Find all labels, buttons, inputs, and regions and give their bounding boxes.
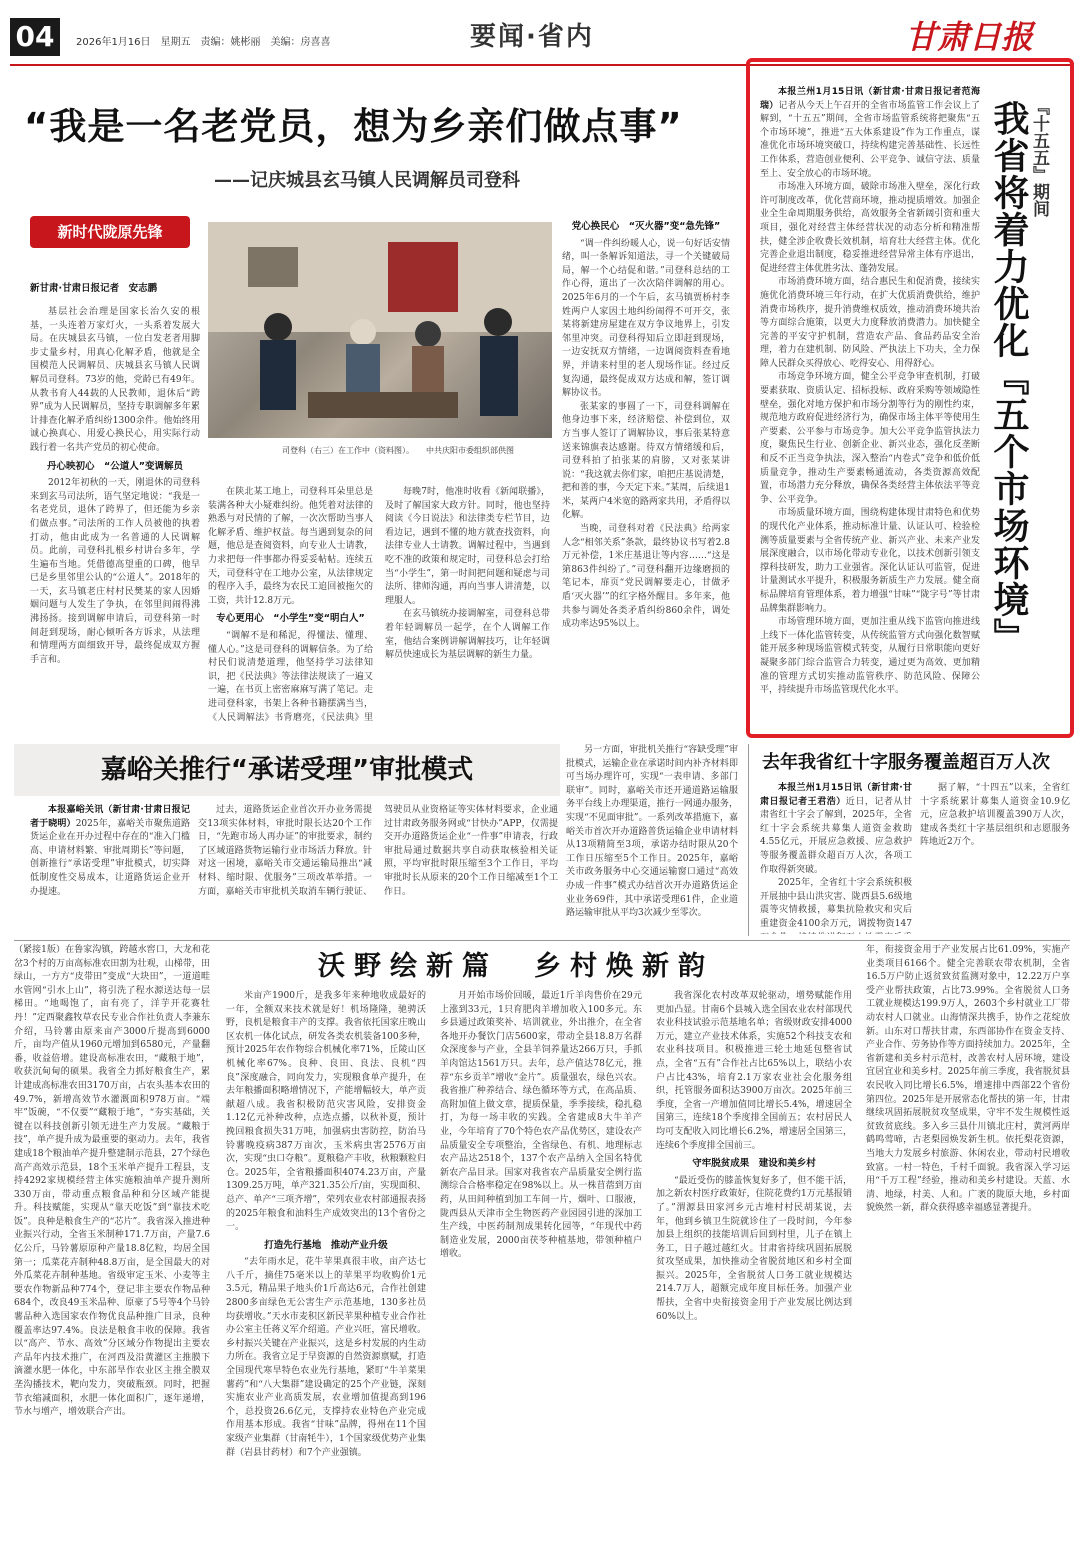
article1-col1	[30, 306, 200, 724]
article2-body	[760, 86, 980, 730]
article1-lead: 基层社会治理是国家长治久安的根基，一头连着万家灯火，一头系着发展大局。在庆城县玄马镇，一位白发老者用脚步丈量乡村，用真心化解矛盾，他就是全国模范人民调解员、庆城县玄马镇人民调解员司登科。73岁的他，党龄已有49年。从教书育人44载的人民教师，退休后“跨界”成为人民调解员，坚持专职调解多年累计排查化解矛盾纠纷1300余件。他始终用诚心换真心、用爱心换民心，用实际行动践行着一名共产党员的初心使命。	[30, 307, 200, 453]
article1-subhead-3: 党心换民心 “灭火器”变“急先锋”	[571, 221, 721, 232]
article5-para-3: “去年雨水足，花牛苹果真很丰收，亩产达七八千斤，摘佳75毫米以上的苹果平均收购价1元3.5元，精品果子地头价1斤高达6元，合作社创建2800多亩绿色无公害生产示范基地，130多社员均获增收。”天水市麦积区新民苹果种植专业合作社办公室主任蒋义军介绍道。产业兴旺，富民增收。乡村振兴关键在产业振兴，这是乡村发展的内生动力所在。我省立足于早资源的自然资源禀赋，打造全国现代寒旱特色农业先行基地，紧盯“牛羊菜果薯药”和“八大集群”建设确定的25个产业链，深刻实施农业产业高质发展，农业增加值提高到196个，总投资26.6亿元，支撑持农业特色产业完成作用基本形成。我省“甘味”品牌，得州在11个国家级产业集群（甘南牦牛），1个国家级优势产业集群（岩县甘药材）和7个产业强镇。	[226, 1257, 426, 1458]
article1-para-5: 在玄马镇统办接调解室，司登科总带着年轻调解员一起学，在个人调解工作室，他结合案例讲解调解技巧，让年轻调解员快速成长为基层调解的新生力量。	[385, 609, 550, 661]
article5-col4	[656, 990, 852, 1544]
article5-subhead-1: 打造先行基地 推动产业升级	[264, 1239, 388, 1251]
article5-col3	[440, 990, 642, 1544]
photo-caption: 司登科（右三）在工作中（资料图）。 中共庆阳市委组织部供图	[282, 446, 514, 455]
article2-byline: 本报兰州1月15日讯（新甘肃·甘肃日报记者范海瑞）	[760, 87, 980, 111]
page-number: 04	[10, 18, 60, 56]
article4-byline: 本报嘉峪关讯（新甘肃·甘肃日报记者于晓明）	[30, 805, 190, 829]
article4-byline-lead	[30, 804, 190, 899]
article2-para-2: 市场准入环境方面，破除市场准入壁垒，深化行政许可制度改革，优化营商环境，推动提质增效。加强企业全生命周期服务供给，高效服务全省新阔引资和重大项目，强化对经营主体经营状况的动态分析和精准帮扶，健全涉企收费长效机制，培育壮大经营主体。优化完善企业退出制度，稳妥推进经营异常主体有序退出，促进经营主体优胜劣汰、蓬勃发展。	[760, 182, 980, 274]
article3-byline: 本报兰州1月15日讯（新甘肃·甘肃日报记者王君浩）	[760, 783, 912, 807]
article1-para-8: 当晚，司登科对着《民法典》给两家人念“相邻关系”条款，最终协议书写着2.8万元补偿，1米庄基退让等内容……“这是第863件纠纷了。”司登科翻开边缘磨损的笔记本，扉页“党民调解要走心，甘做矛盾‘灭火器’”的红字格外醒目。多年来，他共参与调处各类矛盾纠纷860余件，调处成功率达95%以上。	[562, 524, 730, 630]
article4-title-box	[14, 744, 560, 796]
article1-byline: 新甘肃·甘肃日报记者 安志鹏	[30, 283, 158, 294]
article4-col2	[198, 804, 558, 934]
article1-photo	[208, 222, 552, 438]
column-tag-label: 新时代陇原先锋	[57, 223, 163, 241]
article3-para-2: 2025年，全省红十字会系统积极开展抽中县山洪灾害、陇西县5.6级地震等灾情救援，募集抗险救灾和灾后重建资金4100余万元，调拨物资147	[760, 878, 912, 929]
article4-title: 嘉峪关推行“承诺受理”审批模式	[100, 755, 474, 785]
article3-byline-lead	[760, 782, 912, 877]
article1-para-3: “调解不是和稀泥，得懂法、懂理、懂人心。”这是司登科的调解信条。为了给村民们说清楚道理，他坚持学习法律知识，把《民法典》等法律法规读了一遍又一遍，在书页上密密麻麻写满了笔记。走进司登科家，书架上各种书籍摆满当当，《人民调解法》书背磨亮，《民法典》里	[208, 630, 373, 723]
column-tag	[30, 216, 190, 248]
article4-para-1: 2025年，嘉峪关市聚焦道路货运企业在开办过程中存在的“准入门槛高、申请材料繁、审批周期长”等问题，创新推行“承诺受理”审批模式，切实降低制度性交易成本，让道路货运企业开办提速。	[30, 818, 190, 897]
article1-subhead-1: 丹心映初心 “公道人”变调解员	[47, 460, 183, 472]
article1-col4	[562, 216, 730, 724]
article5-para-5: 我省深化农村改革双轮驱动，增势赋能作用更加凸显。甘南6个县城入选全国农业农村部现代农业科技试验示范基地名单；省级财政安排4000万元，建立产业技术体系，实施52个科技支农和农业科技项目。积极推进三轮土地延包整省试点，全省“五有”合作社占比65%以上，联结小农户占比43%，培育2.1万家农业社会化服务组织，托管服务面积达3900万亩次。2025年前三季度，全省一产增加值同比增长5.4%，增速居全国第三，连续18个季度排全国前五；农村居民人均可支配收入同比增长6.2%，增速居全国第三，连续6个季度排全国前三。	[656, 991, 852, 1151]
article5-col5	[866, 944, 1070, 1544]
paper-logo: 甘肃日报	[905, 18, 1034, 56]
article5-para-2: 米亩产1900斤，是我多年来种地收成最好的一年，全额双来技术就是好！机场隆隆，驰骋沃野，良机是粮食丰产的支撑。我省依托国家庄晚山区农机一体化试点，研发各类农机装备100多种，预计2025年农作物综合机械化率71%，丘陵山区机械化率67%。良种、良田、良法、良机“四良”深度融合，同向发力，实现粮食单产提升，在去年粮播面积略增情况下，产能增幅较大，单产贡献超八成。我省积极防范灾害风险，安排资金1.12亿元补种改种，点选点播，以秋补夏，预计挽回粮食损失31万吨，加强病虫害防控，防治马铃薯晚疫病387万亩次，玉米病虫害2576万亩次，实现“虫口夺粮”。夏粮稳产丰收，秋粮颗粒归仓。2025年，全省粮播面积4074.23万亩，产量1309.25万吨，单产321.35公斤/亩，实现面积、总产、单产“三项齐增”，荣列农业农村部通报表扬的2025年粮食和油料生产成效突出的13个省份之一。	[226, 991, 426, 1233]
article5-para-7: 年，衔接资金用于产业发展占比61.09%，实施产业类项目6166个。健全完善联农带农机制，全省16.5万户防止返贫致贫监测对象中，12.22万户享受产业帮扶政策，占比73.99%。全省脱贫人口务工就业规模达199.9万人，2603个乡村就业工厂带动农村人口就业。山海情深共携手，协作之花绽放新。山东对口帮扶甘肃，东西部协作在资金支持、产业合作、劳务协作等方面持续加力。2025年，全省新建和美乡村示范村，改善农村人居环境，建设宜居宜业和美乡村。2025年前三季度，我省脱贫县农民收入同比增长6.5%，增速排中西部22个省份第四位。2025年是开展常态化帮扶的第一年，甘肃继续巩固拓展脱贫攻坚成果，守牢不发生规模性返贫致贫底线。多入乡三县什川镇北庄村，黄河两岸鹤鸣莺啼，古老梨园焕发新生机。依托梨花资源，当地大力发展乡村旅游、休闲农业，带动村民增收致富。一村一特色，千村千面貌。我省深入学习运用“千万工程”经验，推动和美乡村建设。天蓝、水清、地绿，村美、人和。广袤的陇原大地，乡村面貌焕然一新，群众获得感幸福感显著提升。	[866, 945, 1070, 1214]
article5-col2	[226, 990, 426, 1544]
article2-para-3: 市场消费环境方面，结合惠民生和促消费，接续实施优化消费环境三年行动，在扩大优质消费供给，维护消费市场秩序，提升消费维权质效，推动消费环境共治等方面综合施策，以更大力度释放消费潜力。加快健全完善的平安守护机制，营造农产品、食品药品安全治理，着力在建机制、防风险、严执法上下功夫，全力保障人民群众买得放心、吃得安心、用得舒心。	[760, 277, 980, 369]
article-headline-block	[14, 80, 736, 206]
section-title: 要闻·省内	[470, 22, 594, 52]
article4-col3	[566, 744, 738, 934]
article2-title: 我省将着力优化『五个市场环境』	[988, 100, 1029, 655]
article3-para-3: 据了解，“十四五”以来，全省红十字系统累计募集人道资金10.9亿元，应急救护培训覆盖390万人次，建成各类红十字基层组织和志愿服务阵地近2万个。	[920, 783, 1070, 848]
date-info: 2026年1月16日 星期五 责编：姚彬丽 美编：房喜喜	[76, 37, 331, 48]
article3-col1	[760, 782, 912, 934]
divider-horizontal	[14, 940, 1070, 941]
article5-para-4: 月开始市场价回暖，最近1斤羊肉售价在29元上涨到33元，1只育肥肉羊增加收入100多元。东乡县通过政策奖补、培训就业，外出推介，在全省各地开办餐饮门店5600家，带动全县18.8万名群众深度参与产业，全县羊饲养量达266万只，手抓羊肉馆达1561万只。去年，总产值达78亿元，推荐“东乡贡羊”增收“金片”。质量强农，绿色兴农。我省推广种养结合、绿色循环等方式，在高品质、高附加值上做文章，提质保量，季季接续，稳扎稳打，为每一场丰收的实践。全省建成8大牛羊产业，今年培育了70个特色农产品优势区，建设农产品质量安全专项整治，全省绿色、有机、地理标志农产品达2518个，137个农产品纳入全国名特优新农产品目录。国家对我省农产品质量安全例行监测综合合格率稳定在98%以上。从一株苜蓿到万亩药，从田间种植到加工车间一片，烟叶、口服液，陇西县从天津市全生物医药产业园园引进的深加工生产线，中医药制剂成果转化园等，“年现代中药制造业发展，2000亩茯苓种植基地，带领种植户增收。	[440, 991, 642, 1260]
article5-title: 沃野绘新篇 乡村焕新韵	[318, 951, 714, 982]
article1-para-4: 每晚7时，他准时收看《新闻联播》，及时了解国家大政方针。同时，他也坚持阅读《今日说法》和法律类专栏节目，边看边记，遇到不懂的地方就查找资料，向法律专业人士请教。调解过程中，当遇到吃不准的政策和规定时，司登科总会打给当“小学生”，第一时间把问题和疑虑与司法所、律师沟通，再向当事人讲清楚，以理服人。	[385, 487, 550, 606]
article1-para-1: 2012年初秋的一天，刚退休的司登科来到玄马司法所，语气坚定地说：“我是一名老党员，退休了跨界了，但还能为乡亲们做点事。”司法所的工作人员被他的执着打动，他由此成为一名普通的人民调解员。此前，司登科扎根乡村讲台多年，学生遍布当地。凭借德高望重的口碑，他早已是乡里邻里公认的“公道人”。2018年的一天，玄马镇老庄村村民樊某的家人因婚姻问题与人发生了争执，在邻里间闹得沸沸扬扬。接到调解申请后，司登科第一时间赶到现场，耐心倾听各方诉求，从法理和情理两方面细致开导，最终促成双方握手言和。	[30, 478, 200, 665]
article1-title: “我是一名老党员，想为乡亲们做点事”	[24, 105, 683, 148]
divider-vertical	[748, 744, 749, 936]
article1-para-7: 张某家的事圆了一下，司登科调解在他身边事下来，经济赔偿、补偿到位，双方当事人签订了调解协议，事后张某特意送来锦旗表达感谢。待双方情绪缓和后，司登科拍了拍张某的肩膀，又对张某讲说：“我这就去你们家，咱把庄基说清楚，把和善的事，今天定下来。”某周，后续退1米，某两户4米宽的路两家共用，矛盾得以化解。	[562, 401, 730, 521]
article4-col1	[30, 804, 190, 934]
article3-para-1: 近日，记者从甘肃省红十字会了解到，2025年，全省红十字会系统共募集人道资金救助4.55亿元，开展应急救援、应急救护等服务覆盖群众超百万人次，各项工作取得新突破。	[760, 796, 912, 875]
article5-col1	[14, 944, 210, 1544]
article1-subtitle: ——记庆城县玄马镇人民调解员司登科	[214, 170, 520, 191]
article2-para-1: 记者从今天上午召开的全省市场监管工作会议上了解到，“十五五”期间，全省市场监管系统将把聚焦“五个市场环境”，推进“五大体系建设”作为工作重点，谋准优化市场环境突破口，持续构建完善基础性、长远性工作体系，营造创业便利、公平竞争、诚信守法、质量至上、安全放心的市场环境。	[760, 100, 980, 179]
article2-kicker: 『十五五』期间	[1029, 98, 1049, 217]
article1-para-2: 在陕北某工地上，司登科耳朵里总是装满各种大小疑难纠纷。他凭着对法律的熟悉与对民情的了解，一次次帮助当事人化解矛盾、维护权益。每当遇到复杂的问题，他总是查阅资料，向专业人士请教，力求把每一件事都办得妥妥帖帖。连续五天，司登科守在工地办公室，从法律规定的程序入手，最终为农民工追回被拖欠的工资，共计12.8万元。	[208, 487, 373, 606]
article2-byline-lead	[760, 86, 980, 181]
article2-para-6: 市场管理环境方面，更加注重从线下监管向推进线上线下一体化监管转变，从传统监管方式向强化数智赋能开展多种现场监管模式转变，从履行日常职能向更好凝聚多部门综合监管合力转变，通过更为高效、更加精准的管理方式切实推动监管秩序、防范风险、保障公平，持续提升市场监管现代化水平。	[760, 617, 980, 696]
article5-subhead-2: 守牢脱贫成果 建设和美乡村	[692, 1158, 816, 1170]
article2-para-5: 市场质量环境方面，围绕构建体现甘肃特色和优势的现代化产业体系，推动标准计量、认证认可、检验检测等质量要素与全省传统产业、新兴产业、未来产业发展深度融合，以市场化带动专业化，以技术创新引领支撑科技研发，助力工业强省。深化认证认可监管，促进计量测试水平提升，积极服务新质生产力发展。健全商标品牌培育管理体系，着力增强“甘味”“陇字号”等甘肃品牌集群影响力。	[760, 508, 980, 614]
article4-para-2: 过去，道路货运企业首次开办业务需提交13项实体材料，审批时限长达20个工作日，“先跑市场人再办证”的审批要求，制约了区域道路货物运输行业市场活力释放。针对这一困境，嘉峪关市交通运输局推出“减材料、缩时限、优服务”三项改革举措。一方面，嘉峪关市审批机关取消车辆行驶证、驾驶员从业资格证等实体材料要求，企业通过甘肃政务服务网或“甘快办”APP，仅需提交开办道路货运企业“一件事”申请表，行政审批局通过数据共享自动获取核验相关证照，平均审批时限压缩至3个工作日，平均审批时长从原来的20个工作日缩减至1个工作日。	[198, 805, 558, 897]
article1-col2	[208, 486, 373, 724]
article5-para-1: （紧接1版）在鲁家沟镇，跨越水窖口，大龙和花岔3个村的万亩高标准农田割为壮观，山梯带，田绿山，一方方“皮带田”变成“大块田”，一道道畦水管网“引水上山”，将引洗了程水源送达每一层梯田。“地喝饱了，亩有亮了，洋芋开花赛牡丹！”定西聚鑫牧草农民专业合作社负责人李兼东介绍，马铃薯由原来亩产3000斤提高到6000斤，亩均产值从1960元增加到6580元，产量翻番，收益倍增。建设高标准农田，“藏粮于地”，收获沉甸甸的硕果。我省全力抓好粮食生产，累计建成高标准农田3170万亩，占农头基本农田的49.7%，新增高效节水灌溉面积978万亩。“端牢”饭碗，“不仅要”“藏粮于地”，“夯实基础，关键在以科技创新引领无进生产力发展。“藏粮于技”，单产提升成为最重要的驱动力。去年，我省建成18个粮油单产提升整建制示范县，27个绿色高产高效示范县，18个玉米单产提升工程县，支持4292家规模经营主体实施粮油单产提升测所330万亩，带动重点粮食品种和分区域产能提升。科技赋能，实现从“靠天吃饭”到“靠技术吃饭”。良种是粮食生产的“芯片”。我省深入推进种业振兴行动，全省玉米制种171.7万亩，产量7.6亿公斤，马铃薯原原种产量18.8亿粒，均居全国第一；瓜菜花卉制种48.8万亩，是全国最大的对外瓜菜花卉制种基地。省级审定玉米、小麦等主要农作物新品种774个，登记非主要农作物品种684个，改良49玉米品种、原豪了5号等4个马铃薯品种入选国家农作物优良品种推广目录，良种覆盖率达97.4%。良法是粮食丰收的保障。我省以“高产、节水、高效”分区域分作物提出主要农产品年内技术推广，在河西及沿黄灌区主推膜下滴灌水肥一体化，中东部旱作农业区主推全膜双垄沟播技术，靶向发力，突破瓶颈。同时，把握节衣缩减面积，水肥一体化面积广，逐年递增，节水与增产，增效联合产出。	[14, 945, 210, 1418]
photo-scene-icon	[208, 222, 552, 438]
article1-para-6: “调一件纠纷暖人心，说一句好话安情绪，叫一条解诉知道法，寻一个关键破局局，解一个心结促和谐。”司登科总结的工作心得，道出了一次次陪伴调解的用心。2025年6月的一个午后，玄马镇贾桥村李姓两户人家因土地纠纷闹得不可开交，张某将新建房屋建在双方争议地界上，引发邻里冲突。司登科得知后立即赶到现场，一边安抚双方情绪，一边调阅资料查看地界，并请来村里的老人现场作证。经过反复沟通，最终促成双方达成和解，签订调解协议书。	[562, 238, 730, 399]
article3-col2	[920, 782, 1070, 934]
article1-subhead-2: 专心更用心 “小学生”变“明白人”	[216, 613, 365, 625]
article2-para-4: 市场竞争环境方面，健全公平竞争审查机制，打破要素获取、资质认定、招标投标、政府采购等领域隐性壁垒，强化对地方保护和市场分割等行为的刚性约束，规范地方政府促进经济行为，确保市场主体平等使用生产要素、公平参与市场竞争。加大公平竞争监管执法力度，聚焦民生行业、创新企业、新兴业态，强化反垄断和反不正当竞争执法，深入整治“内卷式”竞争和低价低质量竞争，推动生产要素畅通流动，各类资源高效配置，市场潜力充分释放，确保各类经营主体依法平等竞争、公平竞争。	[760, 372, 980, 505]
article4-para-3: 另一方面，审批机关推行“容缺受理”审批模式，运输企业在承诺时间内补齐材料即可当场办理许可，实现“一表申请、多部门联审”。同时，嘉峪关市还开通道路运输服务平台线上办理渠道，推行一网通办服务，实现“不见面审批”。一系列改革措施下，嘉峪关市首次开办道路普货运输企业申请材料从13项精简至3项，承诺办结时限从20个工作日压缩至5个工作日。2025年，嘉峪关市政务服务中心交通运输窗口通过“高效办成一件事”模式办结首次开办道路货运企业业务69件，其中承诺受理61件，企业道路运输审批从平均3次减少至零次。	[566, 745, 738, 919]
article1-col3	[385, 486, 550, 724]
article3-title: 去年我省红十字服务覆盖超百万人次	[762, 752, 1050, 773]
article5-para-6: “最近受伤的膝盖恢复好多了，但不能干活，加之新农村医疗政策好，住院花费约1万元基报销了。”渭源县田家河乡元古堆村村民胡某说，去年，他到乡镇卫生院就诊住了一段时间，今年参加县上组织的技能培训后回到村里，儿子在镇上务工，日子越过越红火。甘肃省持续巩固拓展脱贫攻坚成果，加快推动全省脱贫地区和乡村全面振兴。2025年，全省脱贫人口务工就业规模达214.7万人，超额完成年度目标任务。加强产业帮扶，全省中央衔接资金用于产业发展比例达到60%以上。	[656, 1175, 852, 1322]
